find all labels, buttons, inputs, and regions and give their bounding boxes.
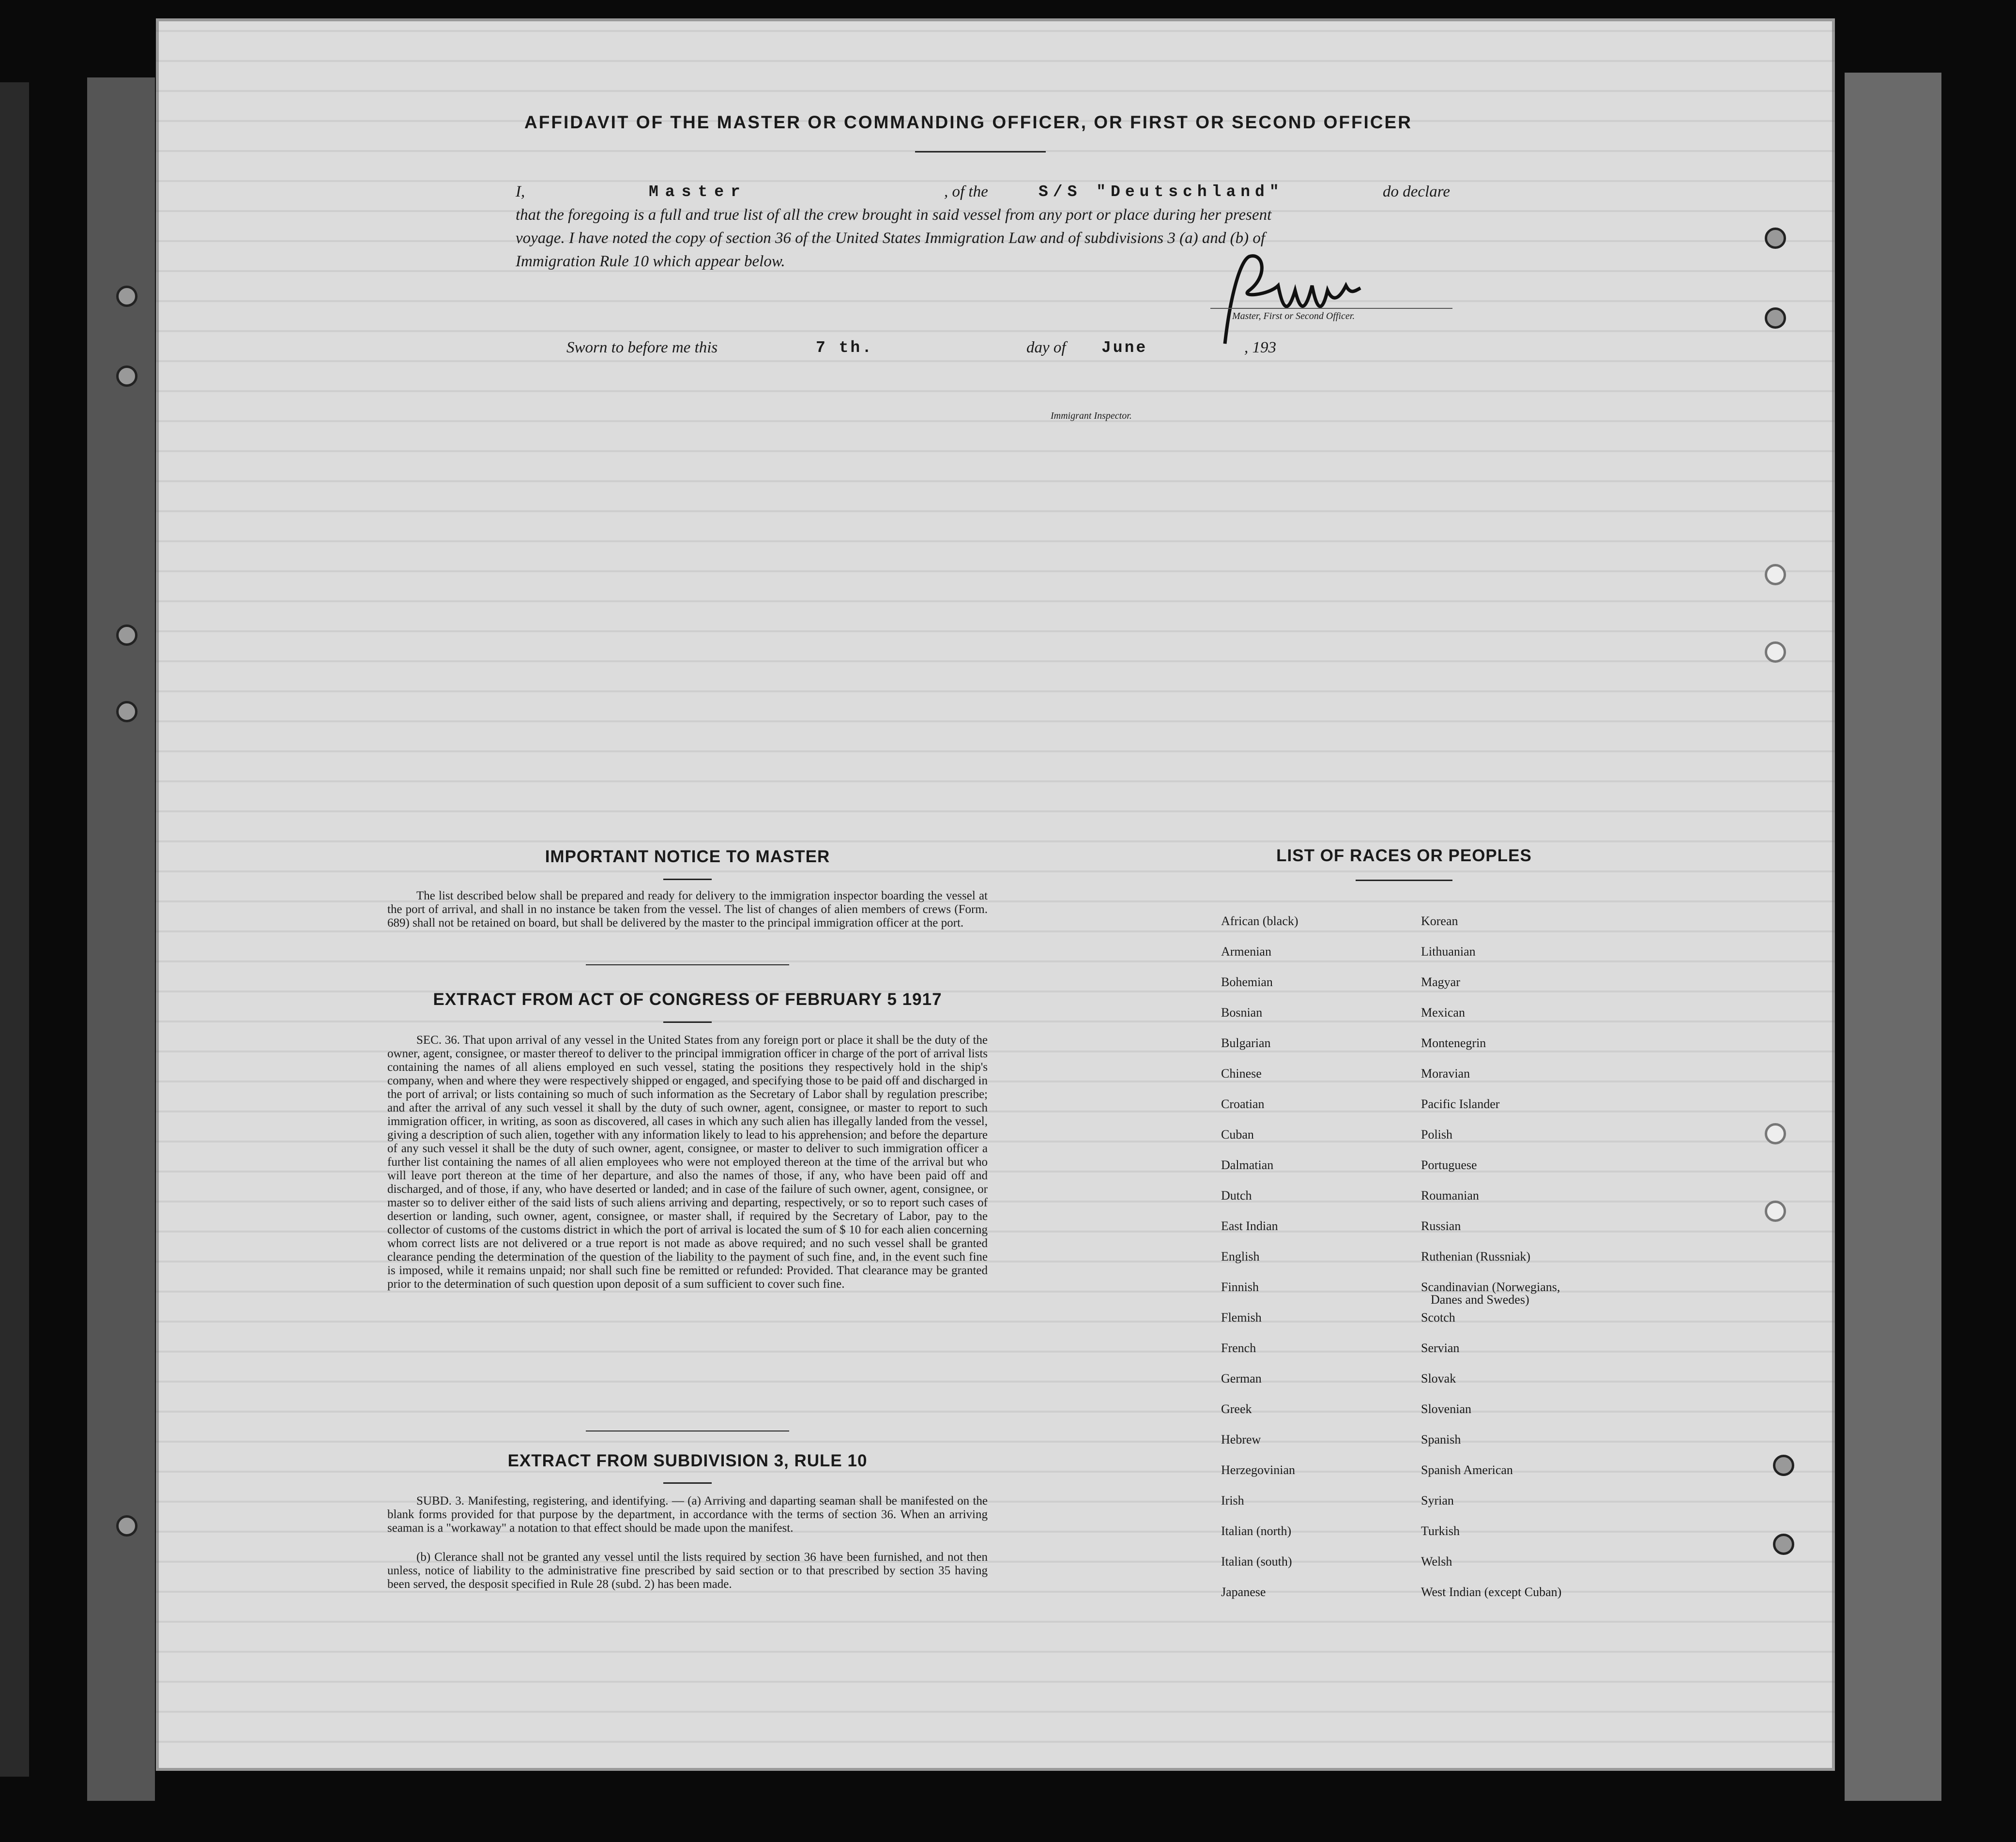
pronoun-i: I, — [516, 183, 525, 200]
punch-hole — [1773, 1455, 1794, 1476]
race-item: English — [1221, 1249, 1260, 1264]
race-item: Flemish — [1221, 1310, 1262, 1324]
race-item: Croatian — [1221, 1097, 1265, 1111]
sworn-label: Sworn to before me this — [566, 339, 718, 356]
act-text: SEC. 36. That upon arrival of any vessel in the United States from any foreign port or place it shall be the duty of the owner, agent, consignee, or master thereof to deliver to the principal immigration officer in charge of the port of arrival lists containing the names of all aliens employed en such vessel, stating the positions they respectively hold in the ship's company, when and where they were respectively shipped or engaged, and specifying those to be paid off and discharged in the port of arrival; or lists containing so much of such information as the Secretary of Labor shall by regulation prescribe; and after the arrival of any such vessel it shall by the duty of such owner, agent, consignee, or master to report to such immigration officer, in writing, as soon as discovered, all cases in which any such alien has illegally landed from the vessel, giving a description of such alien, together with any information likely to lead to his apprehension; and before the departure of any such vessel it shall be the duty of such owner, agent, consignee, or master to deliver to such immigration officer a further list containing the names of all alien employees who were not employed thereon at the time of the arrival but who will leave port thereon at the time of her departure, and also the names of those, if any, who have been paid off and discharged, and of those, if any, who have deserted or landed; and in case of the failure of such owner, agent, consignee, or master so to deliver either of the said lists of such aliens arriving and departing, respectively, or so to report such cases of desertion or landing, such owner, agent, consignee, or master shall, if required by the Secretary of Labor, pay to the collector of customs of the customs district in which the port of arrival is located the sum of $ 10 for each alien concerning whom correct lists are not delivered or a true report is not made as above required; and no such vessel shall be granted clearance pending the determination of the question of the liability to the payment of such fine, and, in the event such fine is imposed, while it remains unpaid; nor shall such fine be remitted or refunded: Provided. That clearance may be granted prior to the determination of such question upon deposit of a sum sufficient to cover such fine. — [387, 1034, 988, 1291]
race-item: Scandinavian (Norwegians, — [1421, 1280, 1560, 1294]
punch-hole — [1765, 307, 1786, 329]
notice-text: The list described below shall be prepared and ready for delivery to the immigration inspector boarding the vessel at the port of arrival, and shall in no instance be taken from the vessel. The list of changes of alien members of crews (Form. 689) shall not be retained on board, but shall be delivered by the master to the principal immigration officer at the port. — [387, 889, 988, 929]
race-item: Polish — [1421, 1127, 1453, 1142]
race-item: Ruthenian (Russniak) — [1421, 1249, 1531, 1264]
race-item: Welsh — [1421, 1554, 1452, 1568]
punch-hole — [1765, 228, 1786, 249]
race-item: Spanish — [1421, 1432, 1461, 1446]
race-item: Hebrew — [1221, 1432, 1261, 1446]
act-underline — [663, 1021, 712, 1023]
do-declare-label: do declare — [1383, 183, 1450, 200]
rule-text-a: SUBD. 3. Manifesting, registering, and identifying. — (a) Arriving and daparting seaman shall be manifested on the blank forms provided for that purpose by the department, in accordance with the terms of section 36. When an arriving seaman is a "workaway" a notation to that effect should be made upon the manifest. — [387, 1494, 988, 1535]
month-value: June — [1101, 339, 1148, 357]
race-item: Scotch — [1421, 1310, 1455, 1324]
declaration-line-4: Immigration Rule 10 which appear below. — [516, 253, 785, 270]
of-the-label: , of the — [944, 183, 988, 200]
rule-title: EXTRACT FROM SUBDIVISION 3, RULE 10 — [507, 1451, 868, 1470]
race-item: Magyar — [1421, 975, 1460, 989]
year-label: , 193 — [1244, 339, 1276, 356]
punch-hole — [1765, 1123, 1786, 1144]
punch-hole — [116, 286, 137, 307]
punch-hole — [116, 365, 137, 387]
notice-title: IMPORTANT NOTICE TO MASTER — [545, 847, 830, 866]
right-adjacent-page — [1845, 73, 1941, 1801]
race-item: Korean — [1421, 914, 1458, 928]
races-title: LIST OF RACES OR PEOPLES — [1276, 846, 1532, 865]
race-item: German — [1221, 1371, 1262, 1385]
punch-hole — [1773, 1534, 1794, 1555]
punch-hole — [116, 1515, 137, 1537]
declaration-line-3: voyage. I have noted the copy of section 36 of the United States Immigration Law and of subdivisions 3 (a) and (b) of — [516, 229, 1266, 247]
notice-separator — [586, 964, 789, 965]
act-title: EXTRACT FROM ACT OF CONGRESS OF FEBRUARY 5 1917 — [433, 990, 942, 1009]
race-item: Danes and Swedes) — [1431, 1293, 1529, 1307]
race-item: Servian — [1421, 1341, 1460, 1355]
vessel-name-value: S/S "Deutschland" — [1039, 183, 1284, 201]
race-item: Chinese — [1221, 1066, 1262, 1081]
race-item: Italian (north) — [1221, 1524, 1292, 1538]
race-item: Slovak — [1421, 1371, 1456, 1385]
declaration-line-1 — [516, 183, 1450, 204]
race-item: Lithuanian — [1421, 944, 1476, 959]
signature-line — [1210, 308, 1452, 309]
left-adjacent-page — [87, 77, 155, 1801]
races-underline — [1356, 880, 1452, 881]
race-item: Bosnian — [1221, 1005, 1263, 1020]
rule-text-b: (b) Clerance shall not be granted any vessel until the lists required by section 36 have been furnished, and not then unless, notice of liability to the administrative fine prescribed by said section or to that prescribed by section 35 having been served, the desposit specified in Rule 28 (subd. 2) has been made. — [387, 1551, 988, 1591]
race-item: Roumanian — [1421, 1188, 1479, 1203]
officer-signature — [1196, 242, 1399, 349]
race-item: East Indian — [1221, 1219, 1278, 1233]
race-item: Irish — [1221, 1493, 1244, 1507]
day-value: 7 th. — [816, 339, 874, 357]
race-item: Turkish — [1421, 1524, 1460, 1538]
signature-caption: Master, First or Second Officer. — [1232, 311, 1355, 321]
officer-title-value: Master — [649, 183, 747, 201]
inspector-caption: Immigrant Inspector. — [1051, 411, 1132, 421]
notice-underline — [663, 879, 712, 880]
race-item: African (black) — [1221, 914, 1298, 928]
race-item: Dalmatian — [1221, 1158, 1274, 1172]
punch-hole — [1765, 1201, 1786, 1222]
title-underline — [915, 151, 1046, 152]
race-item: Greek — [1221, 1402, 1252, 1416]
race-item: Spanish American — [1421, 1463, 1513, 1477]
race-item: Bulgarian — [1221, 1036, 1271, 1050]
race-item: Portuguese — [1421, 1158, 1477, 1172]
race-item: Montenegrin — [1421, 1036, 1486, 1050]
race-item: Bohemian — [1221, 975, 1273, 989]
race-item: Syrian — [1421, 1493, 1454, 1507]
race-item: Moravian — [1421, 1066, 1470, 1081]
race-item: Cuban — [1221, 1127, 1254, 1142]
race-item: Armenian — [1221, 944, 1271, 959]
race-item: Slovenian — [1421, 1402, 1471, 1416]
left-film-edge — [0, 82, 29, 1777]
sworn-line — [566, 339, 1317, 360]
race-item: Italian (south) — [1221, 1554, 1292, 1568]
race-item: Russian — [1421, 1219, 1461, 1233]
punch-hole — [1765, 641, 1786, 663]
race-item: Mexican — [1421, 1005, 1465, 1020]
declaration-line-2: that the foregoing is a full and true list of all the crew brought in said vessel from any port or place during her present — [516, 206, 1272, 224]
race-item: Finnish — [1221, 1280, 1259, 1294]
race-item: Dutch — [1221, 1188, 1252, 1203]
day-of-label: day of — [1026, 339, 1066, 356]
punch-hole — [1765, 564, 1786, 585]
race-item: French — [1221, 1341, 1256, 1355]
race-item: Pacific Islander — [1421, 1097, 1500, 1111]
affidavit-title: AFFIDAVIT OF THE MASTER OR COMMANDING OFFICER, OR FIRST OR SECOND OFFICER — [524, 112, 1412, 132]
punch-hole — [116, 701, 137, 722]
punch-hole — [116, 624, 137, 646]
race-item: West Indian (except Cuban) — [1421, 1585, 1562, 1599]
race-item: Herzegovinian — [1221, 1463, 1296, 1477]
rule-underline — [663, 1482, 712, 1484]
race-item: Japanese — [1221, 1585, 1266, 1599]
